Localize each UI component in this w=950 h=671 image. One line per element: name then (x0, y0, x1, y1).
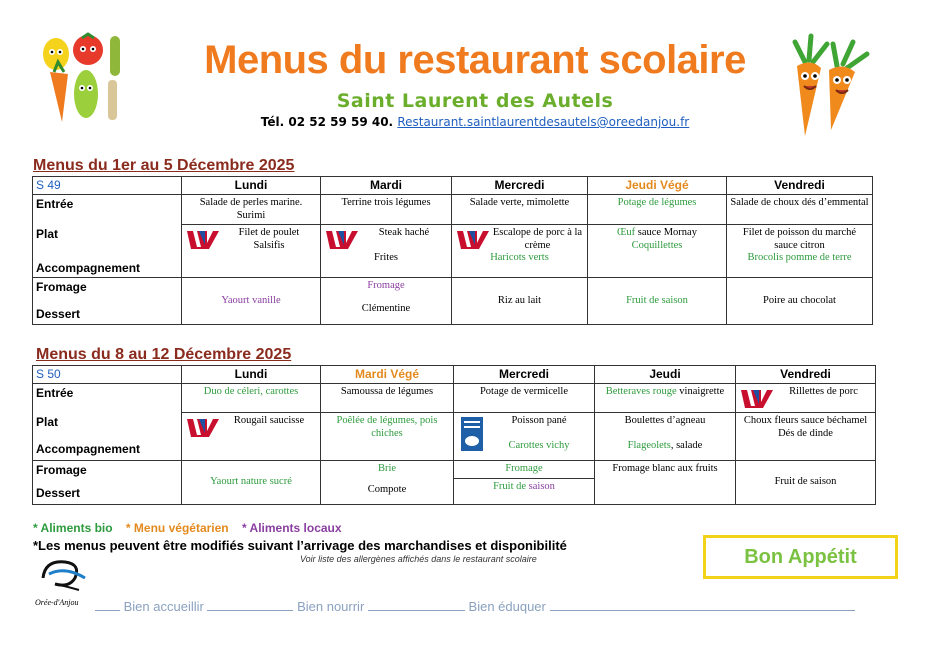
menu-cell: Poêlée de légumes, pois chiches (321, 413, 454, 461)
menu-cell: Fromage blanc aux fruits (595, 461, 736, 505)
row-label-plat-text: Plat (36, 226, 59, 241)
contact-line (0, 115, 950, 129)
row-label-accompagnement: Accompagnement (36, 441, 141, 456)
school-name: Saint Laurent des Autels (336, 90, 614, 112)
dish-side: Brocolis pomme de terre (747, 252, 852, 264)
day-header: Lundi (182, 366, 321, 384)
menu-cell: Salade de perles marine. Surimi (182, 195, 321, 225)
menu-change-notice: *Les menus peuvent être modifiés suivant l’arrivage des marchandises et disponibilité (33, 538, 567, 553)
menu-cell (182, 225, 321, 278)
menu-cell (452, 225, 588, 278)
dish-main (591, 227, 723, 240)
row-label-fromage (33, 278, 182, 325)
row-label-fromage-text: Fromage (36, 280, 87, 295)
day-header: Vendredi (736, 366, 876, 384)
page-title: Menus du restaurant scolaire (204, 38, 746, 82)
day-header: Vendredi (727, 177, 873, 195)
dish-side: Carottes vichy (508, 439, 570, 451)
viande-francaise-logo-icon (741, 388, 773, 410)
viande-francaise-logo-icon (326, 229, 358, 251)
dish-dessert: Compote (367, 483, 407, 495)
dish-side: Frites (374, 251, 398, 263)
menu-cell (736, 413, 876, 461)
day-header-vege: Mardi Végé (321, 366, 454, 384)
viande-francaise-logo-icon (187, 229, 219, 251)
menu-cell (736, 384, 876, 413)
menu-cell: Poire au chocolat (727, 278, 873, 325)
legend-locaux: * Aliments locaux (241, 521, 342, 535)
menu-cell (321, 278, 452, 325)
allergen-notice: Voir liste des allergènes affichés dans le restaurant scolaire (300, 554, 537, 564)
legend-bio: * Aliments bio (33, 521, 113, 535)
row-label-entree: Entrée (33, 384, 182, 413)
week-number: S 50 (33, 366, 182, 384)
menu-cell: Salade de choux dés d’emmental (727, 195, 873, 225)
week2-title: Menus du 8 au 12 Décembre 2025 (36, 346, 292, 363)
menu-cell (595, 413, 736, 461)
dish-part: vinaigrette (676, 386, 725, 397)
dish-side: Dés de dinde (778, 427, 833, 439)
logo-text: Orée-d'Anjou (35, 598, 79, 607)
week-number: S 49 (33, 177, 182, 195)
menu-cell: Duo de céleri, carottes (182, 384, 321, 413)
dish-main: Rougail saucisse (233, 415, 305, 426)
day-header: Lundi (182, 177, 321, 195)
day-header: Mercredi (454, 366, 595, 384)
dish-main: Escalope de porc à la crème (492, 227, 583, 251)
row-label-entree: Entrée (33, 195, 182, 225)
row-label-fromage (33, 461, 182, 505)
dish-main: Steak haché (378, 227, 430, 239)
dish-part-bio: Betteraves rouge (605, 386, 677, 397)
oree-danjou-logo (35, 556, 95, 598)
row-label-plat (33, 413, 182, 461)
menu-cell: Yaourt nature sucré (182, 461, 321, 505)
week2-menu-table (32, 365, 876, 505)
dish-main: Poisson pané (511, 415, 567, 426)
dish-side: Haricots verts (490, 252, 549, 264)
motto-eduquer: Bien éduquer (468, 599, 546, 614)
menu-cell (321, 461, 454, 505)
dish-part: , salade (670, 439, 703, 451)
dish-cheese: Brie (377, 463, 397, 474)
day-header-vege: Jeudi Végé (588, 177, 727, 195)
dish-main: Filet de poulet (238, 227, 300, 239)
dish-main: Choux fleurs sauce béchamel (743, 415, 868, 426)
motto-nourrir: Bien nourrir (297, 599, 365, 614)
row-label-accompagnement: Accompagnement (36, 260, 141, 275)
row-label-plat (33, 225, 182, 278)
menu-cell (595, 384, 736, 413)
dish-cheese (324, 280, 448, 293)
dish-part-bio: Œuf (617, 227, 636, 239)
dish-side: Coquillettes (631, 239, 683, 251)
dish-part-bio: Flageolets (627, 439, 671, 451)
motto-accueillir: Bien accueillir (123, 599, 204, 614)
row-label-plat-text: Plat (36, 414, 59, 429)
day-header: Mardi (321, 177, 452, 195)
legend (33, 521, 342, 535)
menu-cell: Fruit de saison (736, 461, 876, 505)
menu-cell (727, 225, 873, 278)
week1-menu-table (32, 176, 873, 325)
week1-title: Menus du 1er au 5 Décembre 2025 (33, 157, 295, 174)
menu-cell (321, 225, 452, 278)
dish-dessert: Clémentine (361, 302, 411, 314)
menu-cell: Samoussa de légumes (321, 384, 454, 413)
dish-cheese-text: Fromage (367, 280, 405, 292)
msc-label-icon (461, 417, 483, 451)
day-header: Mercredi (452, 177, 588, 195)
dish-main: Boulettes d’agneau (624, 415, 706, 426)
menu-cell: Potage de vermicelle (454, 384, 595, 413)
menu-cell (182, 413, 321, 461)
dish-part-bio: Fruit de (493, 480, 529, 492)
menu-cell: Fruit de saison (588, 278, 727, 325)
phone-number: Tél. 02 52 59 59 40. (260, 115, 394, 129)
dish-side: Salsifis (253, 239, 285, 251)
menu-cell (454, 461, 595, 505)
dish-dessert (454, 479, 594, 496)
row-label-dessert: Dessert (36, 485, 81, 500)
dish-cheese: Fromage (454, 461, 594, 479)
legend-vegetarien: * Menu végétarien (125, 521, 229, 535)
menu-cell (454, 413, 595, 461)
viande-francaise-logo-icon (457, 229, 489, 251)
row-label-dessert: Dessert (36, 306, 81, 321)
dish-side (598, 440, 732, 453)
dish-main: Filet de poisson du marché sauce citron (742, 227, 857, 251)
menu-cell: Terrine trois légumes (321, 195, 452, 225)
dish-main: Rillettes de porc (789, 386, 858, 397)
menu-cell: Potage de légumes (588, 195, 727, 225)
footer-motto (95, 598, 855, 614)
bon-appetit-box: Bon Appétit (703, 535, 898, 579)
row-label-fromage-text: Fromage (36, 463, 87, 477)
dish-part-local: saison (528, 480, 555, 492)
menu-cell: Yaourt vanille (182, 278, 321, 325)
viande-francaise-logo-icon (187, 417, 219, 439)
menu-cell: Salade verte, mimolette (452, 195, 588, 225)
day-header: Jeudi (595, 366, 736, 384)
email-link[interactable]: Restaurant.saintlaurentdesautels@oreedanjou.fr (397, 115, 690, 129)
dish-part: sauce Mornay (635, 227, 697, 239)
menu-cell (588, 225, 727, 278)
menu-cell: Riz au lait (452, 278, 588, 325)
